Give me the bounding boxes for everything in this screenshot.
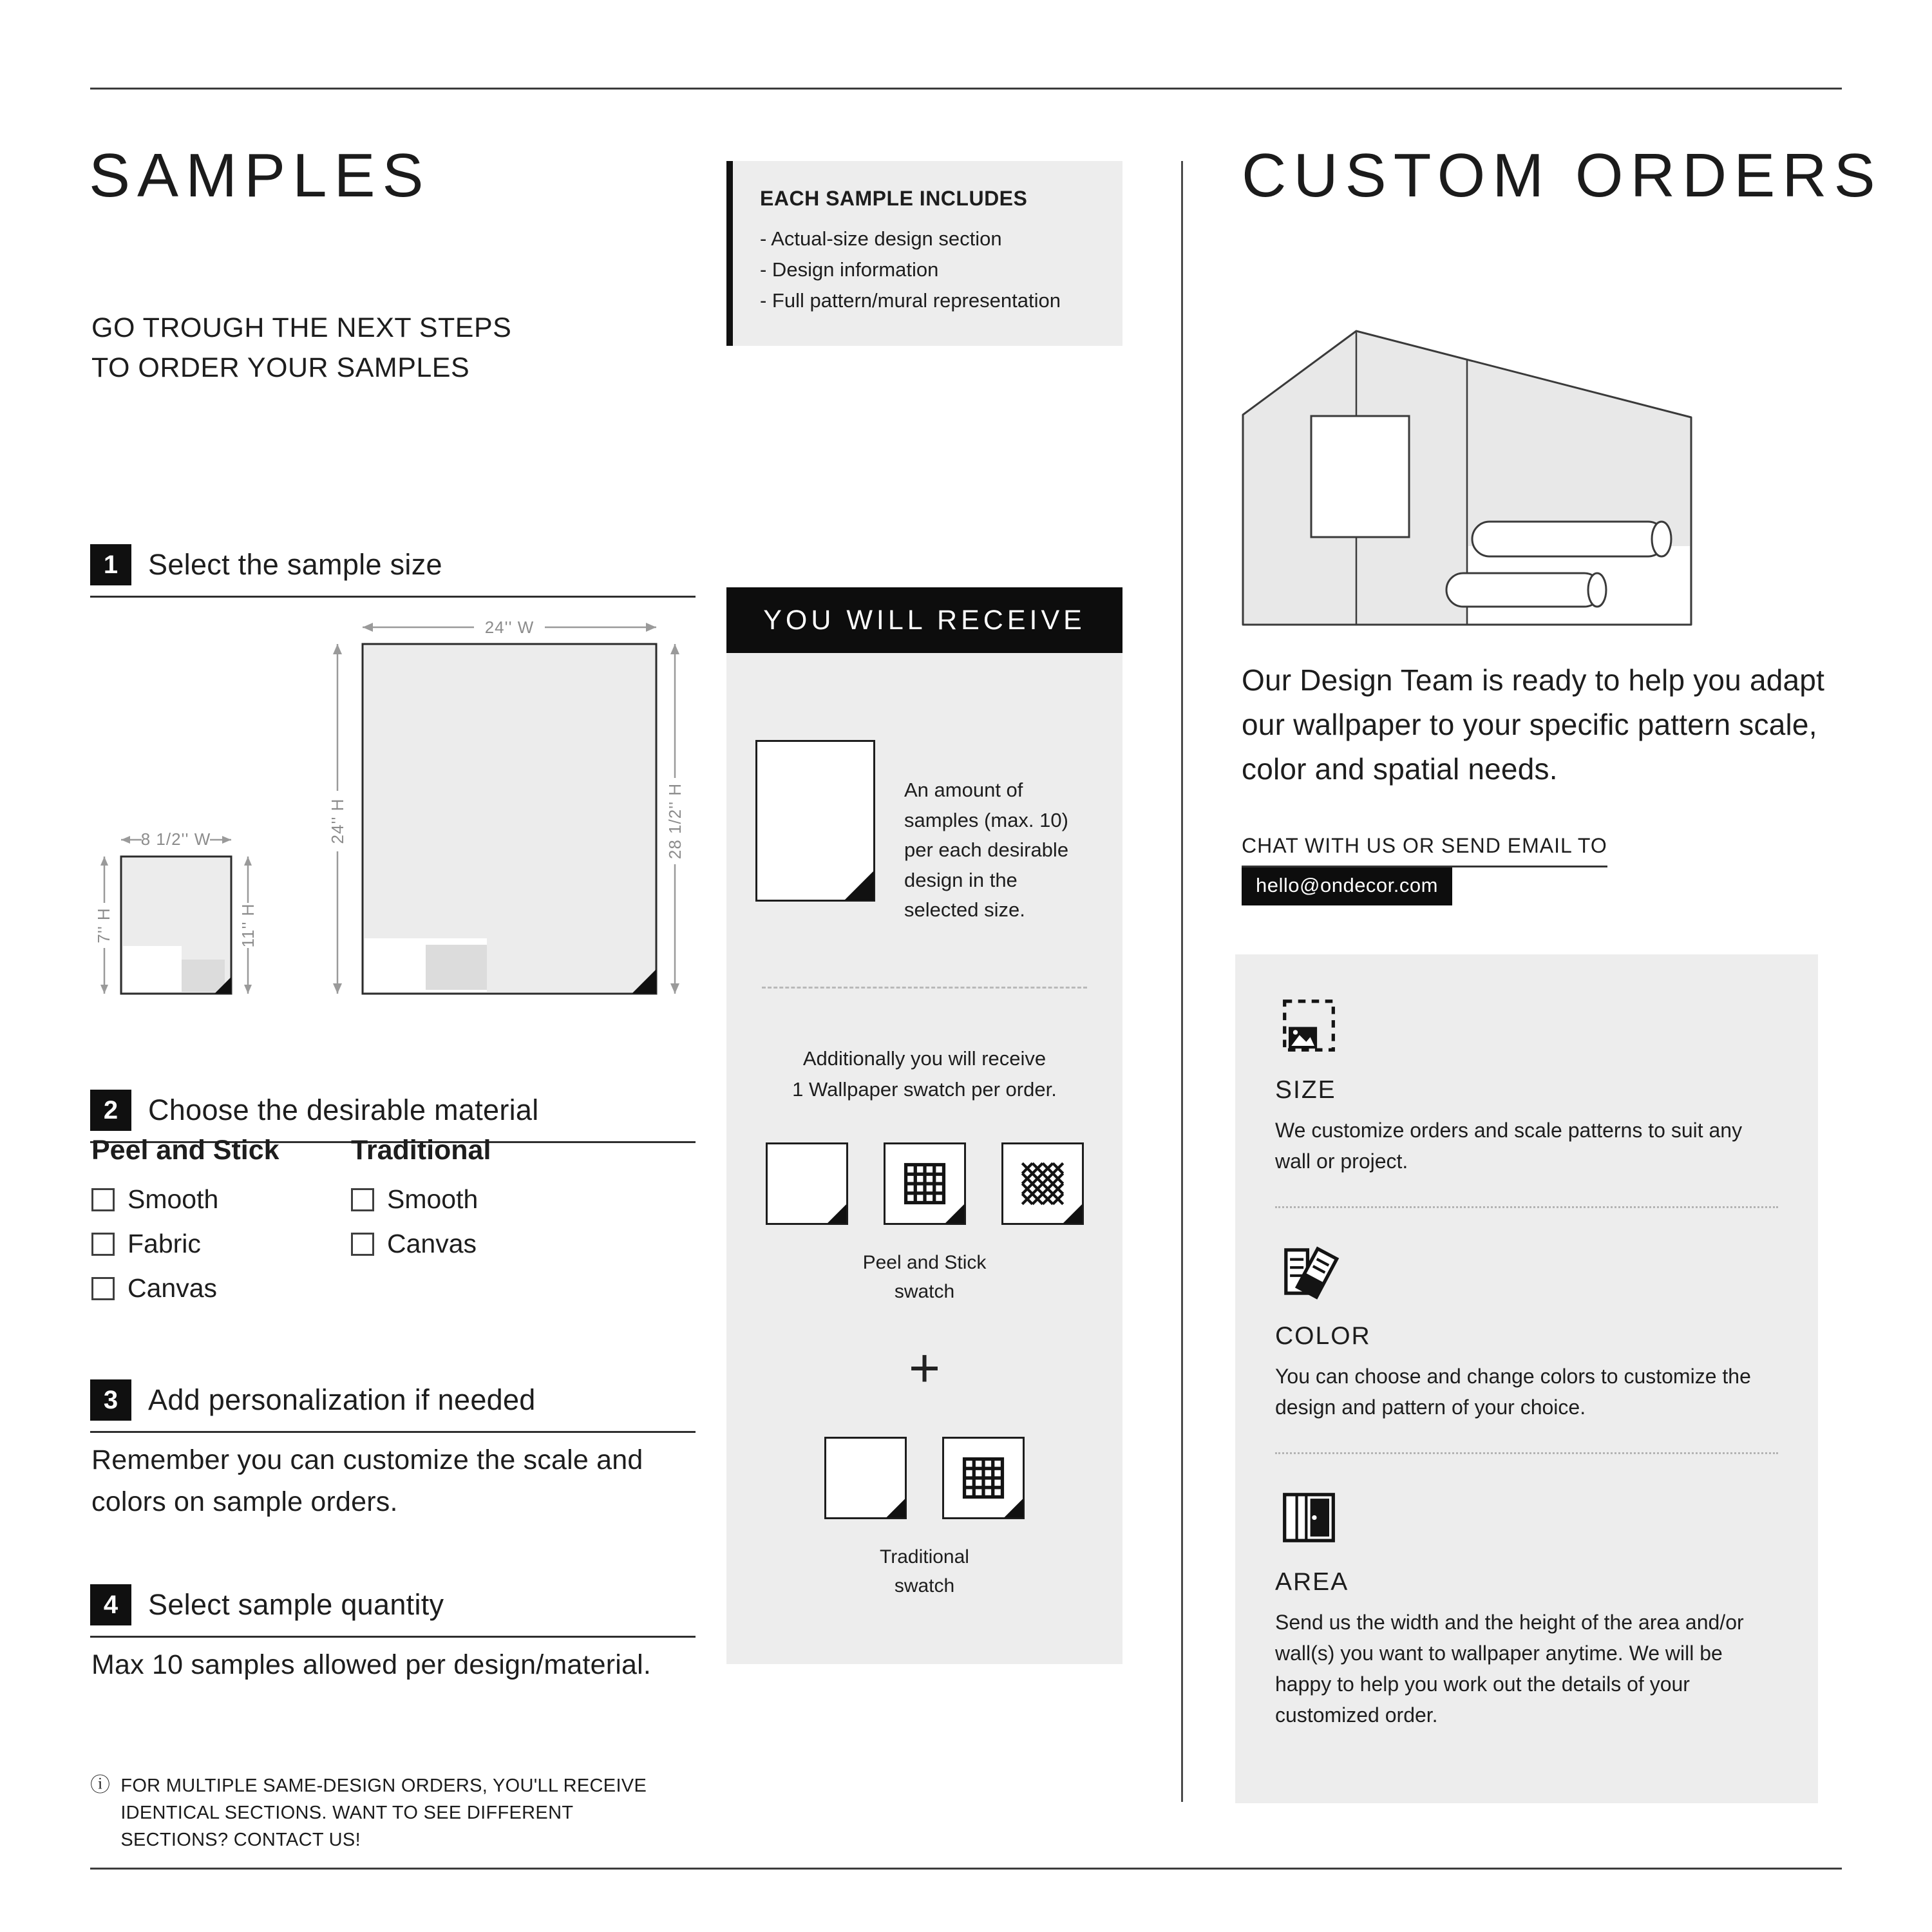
- feature-text-area: Send us the width and the height of the area and/or wall(s) you want to wallpaper anytime. We will be happy to help you work out the details of your customized order.: [1275, 1611, 1744, 1727]
- step-2-label: Choose the desirable material: [148, 1094, 539, 1126]
- step-1-number: 1: [90, 544, 131, 585]
- traditional-swatch-row: [755, 1437, 1094, 1519]
- checkbox[interactable]: [91, 1188, 115, 1211]
- color-swatches-icon: [1275, 1238, 1343, 1305]
- picture-frame: [1311, 416, 1409, 537]
- step-3-label: Add personalization if needed: [148, 1383, 536, 1416]
- additional-note-line1: Additionally you will receive: [802, 1046, 1046, 1070]
- material-column-title: Peel and Stick: [91, 1135, 279, 1166]
- material-option-canvas[interactable]: [91, 1273, 279, 1303]
- material-column-title: Traditional: [351, 1135, 491, 1166]
- crop-frame-image-icon: [1275, 992, 1343, 1059]
- swatch-grid-icon: [884, 1142, 966, 1225]
- samples-intro: [91, 308, 511, 388]
- dashed-divider: [762, 987, 1087, 989]
- checkbox[interactable]: [351, 1188, 374, 1211]
- samples-title: SAMPLES: [89, 141, 431, 210]
- page-fold-icon: [844, 871, 874, 900]
- dimension-label-large-height-left: 24'' H: [328, 798, 347, 844]
- feature-title-color: COLOR: [1275, 1322, 1371, 1350]
- footnote: [90, 1772, 683, 1853]
- step-2-number: 2: [90, 1090, 131, 1131]
- swatch-grid-icon: [942, 1437, 1025, 1519]
- material-option-smooth[interactable]: [351, 1184, 491, 1215]
- material-option-label: Smooth: [128, 1184, 219, 1214]
- custom-orders-intro: Our Design Team is ready to help you adapt our wallpaper to your specific pattern scale, color and spatial needs.: [1242, 663, 1825, 786]
- contact-label: CHAT WITH US OR SEND EMAIL TO: [1242, 834, 1607, 867]
- dotted-divider: [1275, 1452, 1778, 1454]
- step-4-description: Max 10 samples allowed per design/material.: [91, 1649, 652, 1680]
- email-badge[interactable]: hello@ondecor.com: [1242, 867, 1452, 905]
- plus-sign: +: [908, 1337, 941, 1398]
- dimension-label-small-height-right: 11'' H: [238, 903, 258, 948]
- material-option-canvas[interactable]: [351, 1229, 491, 1259]
- includes-item: - Full pattern/mural representation: [760, 289, 1061, 312]
- step-3-header: [90, 1379, 696, 1433]
- sample-includes-box: [726, 161, 1122, 346]
- sample-sheet-icon: [755, 740, 875, 902]
- includes-title: EACH SAMPLE INCLUDES: [760, 187, 1028, 210]
- house-wallpaper-illustration: [1242, 330, 1692, 626]
- column-divider: [1181, 161, 1183, 1802]
- step-1-label: Select the sample size: [148, 548, 442, 581]
- swatch-crosshatch-icon: [1001, 1142, 1084, 1225]
- checkbox[interactable]: [91, 1277, 115, 1300]
- bottom-rule: [90, 1868, 1842, 1870]
- material-option-label: Smooth: [387, 1184, 478, 1214]
- material-option-label: Canvas: [128, 1273, 218, 1303]
- material-option-fabric[interactable]: [91, 1229, 279, 1259]
- additional-note-line2: 1 Wallpaper swatch per order.: [792, 1077, 1057, 1101]
- dimension-label-small-width: 8 1/2'' W: [140, 829, 211, 849]
- swatch-label-line1: Traditional: [880, 1546, 969, 1567]
- custom-features-panel: [1235, 954, 1818, 1803]
- traditional-swatch-label: [755, 1542, 1094, 1600]
- includes-item: - Design information: [760, 258, 939, 281]
- step-3-number: 3: [90, 1379, 131, 1421]
- wallpaper-roll: [1472, 522, 1671, 556]
- material-column-traditional: [351, 1135, 491, 1273]
- step-3-description: Remember you can customize the scale and colors on sample orders.: [91, 1444, 643, 1517]
- info-icon: ⓘ: [90, 1774, 111, 1796]
- page-fold-icon: [886, 1499, 905, 1518]
- checkbox[interactable]: [91, 1233, 115, 1256]
- wallpaper-roll: [1446, 573, 1606, 607]
- additional-swatch-note: [755, 1043, 1094, 1105]
- page-fold-icon: [828, 1204, 847, 1224]
- custom-orders-title: CUSTOM ORDERS: [1242, 141, 1882, 210]
- feature-title-size: SIZE: [1275, 1076, 1336, 1104]
- peel-and-stick-swatch-label: [755, 1248, 1094, 1306]
- material-option-smooth[interactable]: [91, 1184, 279, 1215]
- feature-title-area: AREA: [1275, 1568, 1349, 1596]
- includes-item: - Actual-size design section: [760, 227, 1002, 250]
- dimension-label-small-height-left: 7'' H: [94, 907, 113, 943]
- swatch-blank-icon: [824, 1437, 907, 1519]
- swatch-label-line1: Peel and Stick: [862, 1251, 987, 1273]
- you-will-receive-panel: [726, 653, 1122, 1664]
- contact-block: [1242, 834, 1607, 905]
- step-4-label: Select sample quantity: [148, 1588, 444, 1621]
- material-option-label: Canvas: [387, 1229, 477, 1258]
- wall-door-area-icon: [1275, 1484, 1343, 1551]
- material-option-label: Fabric: [128, 1229, 201, 1258]
- sample-amount-row: [755, 653, 1094, 925]
- sample-amount-text: An amount of samples (max. 10) per each desirable design in the selected size.: [904, 779, 1069, 921]
- dimension-label-large-width: 24'' W: [484, 618, 535, 637]
- swatch-label-line2: swatch: [894, 1280, 955, 1302]
- material-column-peel-and-stick: [91, 1135, 279, 1318]
- step-4-header: [90, 1584, 696, 1638]
- swatch-blank-icon: [766, 1142, 848, 1225]
- swatch-label-line2: swatch: [894, 1575, 955, 1596]
- feature-text-color: You can choose and change colors to customize the design and pattern of your choice.: [1275, 1365, 1751, 1419]
- peel-and-stick-swatch-row: [755, 1142, 1094, 1225]
- samples-intro-line1: GO TROUGH THE NEXT STEPS: [91, 312, 512, 343]
- you-will-receive-header: YOU WILL RECEIVE: [726, 587, 1122, 653]
- checkbox[interactable]: [351, 1233, 374, 1256]
- step-1-header: [90, 544, 696, 598]
- dimension-label-large-height-right: 28 1/2'' H: [665, 782, 685, 860]
- samples-intro-line2: TO ORDER YOUR SAMPLES: [91, 352, 470, 384]
- step-4-number: 4: [90, 1584, 131, 1625]
- dotted-divider: [1275, 1206, 1778, 1208]
- feature-text-size: We customize orders and scale patterns to suit any wall or project.: [1275, 1119, 1743, 1173]
- sample-size-diagram: [90, 612, 696, 1014]
- footnote-text: FOR MULTIPLE SAME-DESIGN ORDERS, YOU'LL RECEIVE IDENTICAL SECTIONS. WANT TO SEE DIFFERENT SECTIONS? CONTACT US!: [120, 1776, 647, 1851]
- top-rule: [90, 88, 1842, 90]
